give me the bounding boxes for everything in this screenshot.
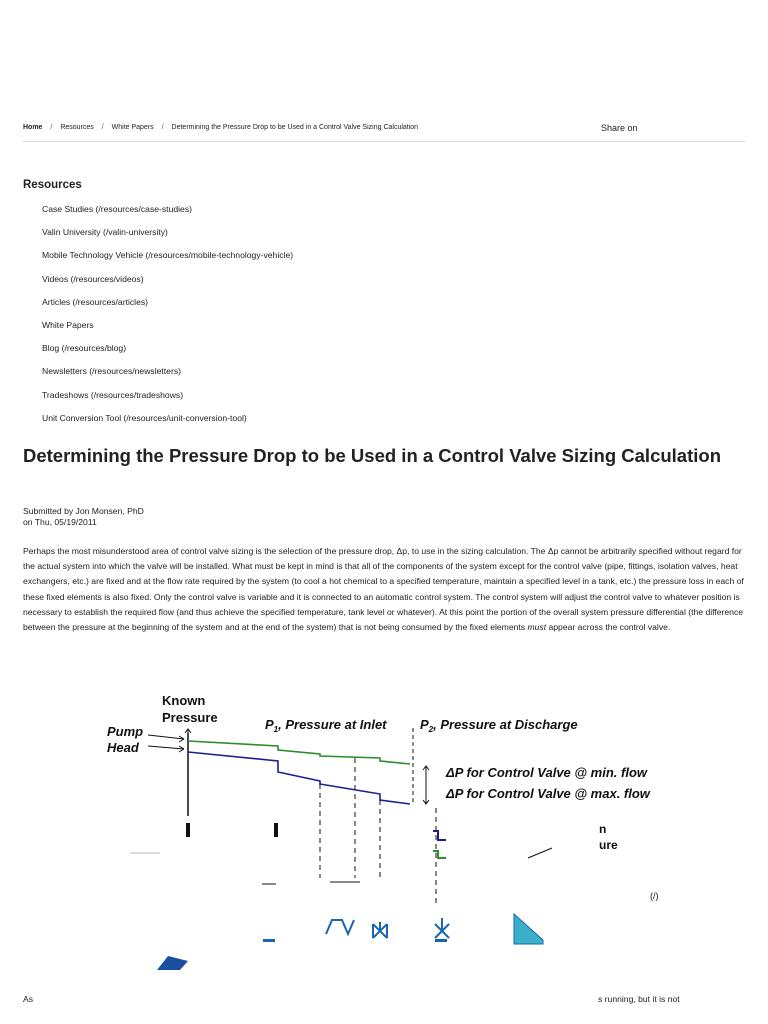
article-author: Submitted by Jon Monsen, PhD [23, 506, 144, 516]
share-label: Share on [601, 123, 638, 133]
blue-step-fragment [433, 831, 446, 840]
resource-link-articles[interactable]: Articles (/resources/articles) [42, 296, 149, 307]
list-item [42, 249, 293, 272]
breadcrumb-home-link[interactable]: Home [23, 124, 43, 131]
breadcrumb-separator: / [50, 124, 53, 131]
known-pressure-arrow [185, 729, 191, 739]
divider [23, 141, 745, 142]
pump-head-label-2: Head [107, 740, 139, 755]
breadcrumb-resources-link[interactable]: Resources [60, 124, 94, 131]
min-flow-pressure-line [188, 741, 410, 764]
continuation-left: As [23, 994, 34, 1004]
pump-icon [157, 956, 188, 970]
known-pressure-label-1: Known [162, 693, 206, 708]
resource-link-blog[interactable]: Blog (/resources/blog) [42, 343, 127, 354]
resources-list [42, 203, 293, 435]
resource-link-mobile-technology-vehicle[interactable]: Mobile Technology Vehicle (/resources/mobile-technology-vehicle) [42, 250, 294, 261]
resource-link-white-papers[interactable]: White Papers [42, 319, 94, 330]
page-title: Determining the Pressure Drop to be Used in a Control Valve Sizing Calculation [23, 445, 721, 466]
breadcrumb-separator: / [161, 124, 164, 131]
list-item [42, 342, 293, 365]
list-item [42, 296, 293, 319]
list-item [42, 389, 293, 412]
control-valve-icon [435, 918, 449, 938]
list-item [42, 203, 293, 226]
breadcrumb-white-papers-link[interactable]: White Papers [111, 124, 154, 131]
figure-fragment-n: n [599, 822, 607, 836]
resource-link-valin-university[interactable]: Valin University (/valin-university) [42, 227, 168, 238]
continuation-right: s running, but it is not [598, 994, 680, 1004]
discharge-pressure-label: $P_2$, Pressure at Discharge [420, 717, 578, 734]
resource-link-videos[interactable]: Videos (/resources/videos) [42, 273, 144, 284]
resource-link-unit-conversion-tool[interactable]: Unit Conversion Tool (/resources/unit-conversion-tool) [42, 412, 247, 423]
figure-fragment-bar [274, 823, 278, 837]
article-paragraph [23, 544, 745, 635]
list-item [42, 226, 293, 249]
list-item [42, 412, 293, 435]
figure-link-fragment: (/) [650, 891, 659, 901]
list-item [42, 273, 293, 296]
resource-link-newsletters[interactable]: Newsletters (/resources/newsletters) [42, 366, 181, 377]
figure-fragment-ure: ure [599, 838, 618, 852]
breadcrumb-separator: / [101, 124, 104, 131]
resource-link-tradeshows[interactable]: Tradeshows (/resources/tradeshows) [42, 389, 184, 400]
paragraph-text-end: appear across the control valve. [546, 622, 671, 633]
breadcrumb-current: Determining the Pressure Drop to be Used in a Control Valve Sizing Calculation [171, 124, 419, 131]
green-step-fragment [433, 851, 446, 858]
list-item [42, 365, 293, 388]
pipe-fragment [263, 939, 275, 942]
tank-icon [514, 914, 543, 944]
resources-heading: Resources [23, 179, 82, 191]
isolation-valve-icon [373, 922, 387, 938]
article-continuation [23, 994, 745, 1004]
fitting-icon [326, 920, 354, 934]
dp-min-flow-label: ΔP for Control Valve @ min. flow [446, 765, 648, 780]
known-pressure-label-2: Pressure [162, 710, 218, 725]
pressure-drop-diagram [100, 688, 690, 978]
breadcrumb [23, 124, 418, 131]
resource-link-case-studies[interactable]: Case Studies (/resources/case-studies) [42, 204, 192, 214]
pump-head-arrows [148, 735, 184, 749]
list-item [42, 319, 293, 342]
max-flow-pressure-line [188, 752, 410, 804]
inlet-pressure-label: $P_1$, Pressure at Inlet [265, 717, 387, 734]
paragraph-emphasis: must [527, 622, 547, 633]
pump-head-label-1: Pump [107, 724, 144, 739]
pipe-fragment [435, 939, 447, 942]
dp-max-flow-label: ΔP for Control Valve @ max. flow [446, 786, 650, 801]
article-meta [23, 506, 144, 528]
article-date: on Thu, 05/19/2011 [23, 517, 97, 527]
dp-arrow [423, 766, 429, 804]
figure-fragment-bar [186, 823, 190, 837]
figure-fragment-line [528, 848, 552, 858]
paragraph-text: Perhaps the most misunderstood area of control valve sizing is the selection of the pressure drop, Δp, to use in the sizing calculation. The Δp cannot be arbitrarily specified without regard for the actual system into which the valve will be installed. What must be kept in mind is that all of the components of the system except for the control valve (pipe, fittings, isolation valves, heat exchangers, etc.) are fixed and at the flow rate required by the system (to cool a hot chemical to a specified temperature, maintain a specified level in a tank, etc.) the pressure loss in each of these fixed elements is also fixed. Only the control valve is variable and it is connected to an automatic control system. The control system will adjust the control valve to whatever position is necessary to establish the required flow (and thus achieve the specified temperature, tank level or whatever). At this point the portion of the overall system pressure differential (the difference between the pressure at the beginning of the system and at the end of the system) that is not being consumed by the fixed elements [23, 546, 744, 633]
